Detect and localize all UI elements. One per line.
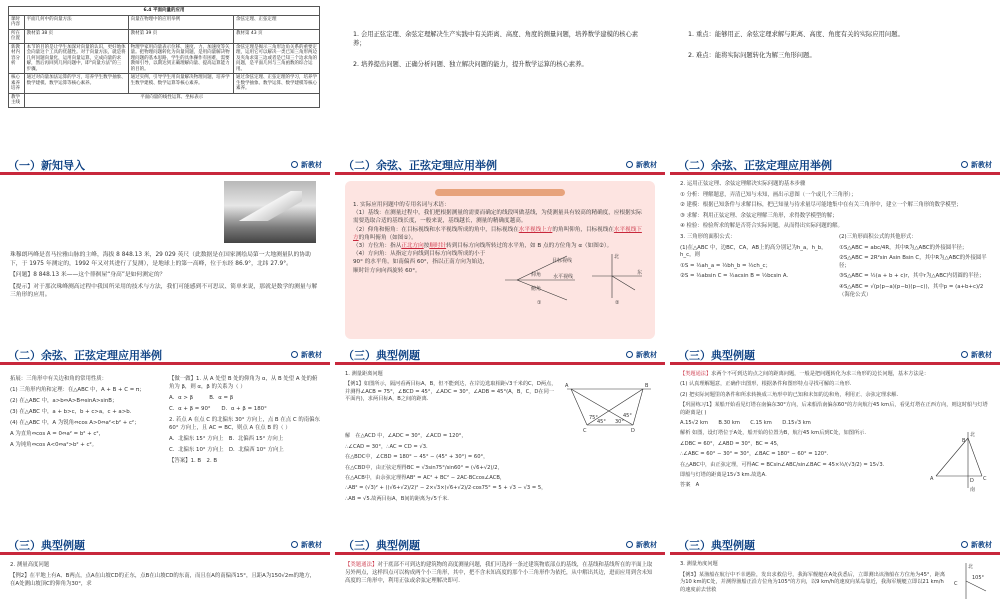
- term-elevation: （2）仰角和俯角：在目标视线和水平视线所成的角中，目标视线在水平视线上方的角叫仰角，目标视线在水平视线下方的角叫俯角（如图①）。: [353, 226, 642, 241]
- river-diagram: [563, 381, 655, 433]
- steps-title: 2. 运用正弦定理、余弦定理解决实际问题的基本步骤: [680, 181, 806, 187]
- slide-title: （三）典型例题: [8, 538, 85, 552]
- table-cell: 所在位置: [9, 29, 25, 43]
- table-cell: 核心素养培养: [9, 74, 25, 94]
- slide-header: [0, 537, 330, 555]
- analysis-line: ∴∠ABC = 60° − 30° = 30°，∠BAC = 180° − 60° = 120°.: [680, 451, 829, 458]
- logo-icon: [961, 161, 968, 168]
- everest-photo: [224, 181, 316, 243]
- analysis-line: 如图，设灯塔位于A处，船开始的位置为B，航行45 km后到C处，如图所示.: [692, 430, 866, 437]
- logo-icon: [291, 541, 298, 548]
- slide-header: [0, 157, 330, 175]
- logo-icon: [961, 541, 968, 548]
- list-item: (1) 三角形内角和定理：在△ABC 中，A + B + C = π；: [10, 387, 145, 393]
- slide-height-example[interactable]: [0, 537, 330, 600]
- list-item: 1. 会用正弦定理、余弦定理解决生产实践中有关距离、高度、角度的测量问题，培养数学建模的核心素养；: [353, 31, 639, 47]
- brand-logo: [291, 540, 322, 550]
- area-alt-title: (2)三角形面积公式的其他形式：: [839, 233, 917, 240]
- list-item: ② 建模：根据已知条件与求解目标，把已知量与待求量尽可能地集中在有关三角形中，建立一个解三角形的数学模型；: [680, 202, 962, 209]
- table-cell: 新教材内容分析: [9, 43, 25, 74]
- table-cell: 通过对向量加法运算的学习，培养学生数学抽象、数学建模、数学运算等核心素养。: [24, 74, 128, 94]
- slide-header: [335, 157, 665, 175]
- brand-logo: [961, 160, 992, 170]
- logo-text: 新教材: [636, 160, 657, 169]
- term-direction: （4）方向角：从指定方向线到目标方向线所成的小于 90° 的水平角，如南偏西 60°，指以正南方向为始边，顺时针方向向西旋转 60°。: [353, 251, 489, 274]
- solution-line: ∴AB = √5.故两目标A，B间的距离为√5千米.: [345, 495, 449, 502]
- slide-title: （二）余弦、正弦定理应用举例: [343, 158, 497, 172]
- example-text: 如图所示，隔河看两目标A，B，但不能到达，在岸边选取相距√3千米的C，D两点，并测得∠ACB = 75°，∠BCD = 45°，∠ADC = 30°，∠ADB = 45°(A，B，C，D在同一平面内)，求两目标A，B之间的距离.: [345, 381, 557, 403]
- table-cell: 教材第 43 页: [233, 29, 319, 43]
- example-text: 在平地上有A、B两点，点A在山坡CD的正东，点B在山坡CD的东南，而且在A的南偏西15°，且距A为150√2m的地方，在A处测山坡顶C的仰角为30°，求: [10, 573, 316, 587]
- exercise-item: 2. 若点 A 在点 C 的北偏东 30° 方向上，点 B 在点 C 的南偏东 60° 方向上，且 AC = BC，则点 A 在点 B 的（ ）: [169, 417, 320, 431]
- summary-text: 对于底部不可到达的建筑物的高度测量问题，我们可选择一条过建筑物底部点的基线，在基线和基线所在的平面上取另外两点，这样四点可以构成两个小三角形，其中，把不含未知高度的那个小三角形作为依托，从中解出其边，进而应用到含未知高度的三角形中，利用正弦或余弦定理解决即可.: [345, 562, 653, 584]
- objectives-list: [335, 0, 665, 111]
- answer-line: 答案 A: [680, 482, 700, 489]
- area-formula: ②S△ABC = 2R²sin Asin Bsin C，其中R为△ABC的外接圆半径；: [839, 255, 987, 269]
- table-row: [9, 43, 320, 74]
- table-row: [9, 93, 320, 107]
- slide-title: （二）余弦、正弦定理应用举例: [678, 158, 832, 172]
- terms-title: 1. 实际应用问题中的专用名词与术语：: [353, 202, 450, 208]
- slide-terms[interactable]: [335, 157, 665, 342]
- fig-label: ①: [537, 300, 542, 307]
- slide-title: （一）新知导入: [8, 158, 85, 172]
- properties-title: 拓展：三角形中有关边和角的常用性质：: [10, 376, 108, 382]
- analysis-line: ∠DBC = 60°，∠ABD = 30°，BC = 45，: [680, 440, 783, 447]
- fig-label: 东: [637, 270, 643, 277]
- table-cell: 本节的目的是让学生加深对向量的认识，更好地体会向量这个工具的优越性。对于向量方法，就是将几何问题向量化，运用向量运算，完成向量的求解，然后再回到几何问题中，即“向量方法”的三步骤。: [24, 43, 128, 74]
- example-label: 【例3】: [680, 571, 699, 578]
- list-item: 2. 培养提出问题、正确分析问题、独立解决问题的能力，提升数学运算的核心素养。: [353, 61, 588, 68]
- area-formula: ①S△ABC = abc/4R，其中R为△ABC的外接圆半径；: [839, 244, 968, 251]
- logo-text: 新教材: [971, 350, 992, 359]
- slide-angle-example[interactable]: [670, 537, 1000, 600]
- table-cell: 教学主线: [9, 93, 25, 107]
- intro-text: 珠穆朗玛峰是喜马拉雅山脉的主峰，海拔 8 848.13 米，29 029 英尺（此数据是在国家测绘局第一大地测量队的协助下，于 1975 年测定的，1992 年又对其进行了复测），是地球上的第一高峰，位于东经 86.9°，北纬 27.9°。: [10, 252, 311, 267]
- fig-label: 北: [970, 432, 976, 439]
- fig-label: 仰角: [531, 272, 542, 279]
- logo-text: 新教材: [971, 160, 992, 169]
- area-formula: ①S = ½ah_a = ½bh_b = ½ch_c；: [680, 262, 771, 269]
- section-title: 1. 测量距离问题: [345, 371, 383, 377]
- question-text: 8 848.13 米——这个徘徊屋“身高”是如何测定的？: [33, 272, 166, 278]
- example-text: 某渔船在航行中不幸遇险，发出求救信号，我海军舰艇在A处获悉后，立即测出该渔船在方位角为45°，距离为10 km的C处，并测得渔船正沿方位角为105°的方向，以9 km/h的速度向某岛靠近，我海军舰艇立即以21 km/h的速度前去营救: [680, 571, 946, 593]
- slide-header: [0, 347, 330, 365]
- list-item: A 为直角⇔cos A = 0⇔a² = b² + c²，: [10, 431, 104, 437]
- slide-intro[interactable]: [0, 157, 330, 342]
- brand-logo: [961, 350, 992, 360]
- slide-header: [670, 347, 1000, 365]
- fig-label: A: [930, 476, 934, 483]
- fig-label: 75°: [589, 415, 598, 422]
- key-points-list: [670, 0, 1000, 102]
- fig-label: 105°: [972, 575, 985, 581]
- summary-text: 求两个不可到达的点之间的距离问题，一般是把问题转化为求三角形的边长问题，基本方法是：: [711, 371, 930, 377]
- fig-label: 水平视线: [553, 274, 574, 281]
- area-formula: ④S△ABC = √(p(p−a)(p−b)(p−c))，其中p = (a+b+c)/2（海伦公式）: [839, 283, 984, 298]
- table-row: [9, 74, 320, 94]
- brand-logo: [626, 540, 657, 550]
- angle-diagram: [497, 250, 647, 306]
- table-cell: 平面几何中的向量方法: [24, 15, 128, 29]
- fig-label: 北: [968, 564, 974, 570]
- fig-label: 北: [614, 254, 620, 261]
- logo-text: 新教材: [636, 540, 657, 549]
- summary-label: 【类题通法】: [680, 371, 712, 377]
- table-cell: 余弦定理、正弦定理: [233, 15, 319, 29]
- logo-icon: [961, 351, 968, 358]
- slide-title: （三）典型例题: [678, 538, 755, 552]
- exercise-option: C．北偏东 10° 方向上 D．北偏西 10° 方向上: [169, 447, 284, 453]
- exercise-item: 1. 从 A 处望 B 处的仰角为 α，从 B 处望 A 处的俯角为 β，则 α，β 的关系为（ ）: [169, 376, 318, 390]
- slide-practice[interactable]: [670, 347, 1000, 532]
- summary-label: 【类题通法】: [345, 562, 378, 568]
- terms-box: [345, 181, 655, 339]
- lighthouse-diagram: [928, 430, 990, 492]
- fig-label: C: [983, 476, 987, 483]
- brand-logo: [626, 350, 657, 360]
- solution-line: 在△BDC中，∠CBD = 180° − 45° − (45° + 30°) = 60°，: [345, 454, 489, 461]
- slide-title: （三）典型例题: [343, 538, 420, 552]
- hint-label: 【提示】: [10, 283, 34, 290]
- logo-text: 新教材: [971, 540, 992, 549]
- practice-label: 【巩固练习1】: [680, 402, 715, 409]
- logo-icon: [626, 541, 633, 548]
- logo-text: 新教材: [636, 350, 657, 359]
- brand-logo: [291, 160, 322, 170]
- decor-pill: [435, 189, 565, 196]
- list-item: 2. 难点：能将实际问题转化为解三角形问题。: [688, 52, 816, 59]
- table-cell: 教材第 38 页: [24, 29, 128, 43]
- fig-label: C: [583, 428, 587, 434]
- table-cell: 物理学家用向量表示位移、速度、力、加速度等矢量。把物理问题转化为向量问题，是用向量解决物理问题的基本思路，学生的具体操作有困难，需要教师引导，以期达到正确理解向量、提高运算能力的目的。: [128, 43, 233, 74]
- practice-options: A.15√2 km B.30 km C.15 km D.15√3 km: [680, 420, 811, 427]
- exercise-option: A．北偏东 15° 方向上 B．北偏西 15° 方向上: [169, 436, 284, 442]
- table-cell: 教材第 39 页: [128, 29, 233, 43]
- solution-line: ∴AB² = (√3)² + ((√6+√2)/2)² − 2×√3×(√6+√2)/2·cos75° = 5 + √3 − √3 = 5，: [345, 485, 547, 492]
- logo-text: 新教材: [301, 540, 322, 549]
- list-item: (4) 在△ABC 中，A 为锐角⇔cos A>0⇔a²<b² + c²；: [10, 420, 140, 426]
- fig-label: 俯角: [531, 286, 542, 293]
- section-title: 2. 测量高度问题: [10, 562, 50, 568]
- list-item: ④ 检验：检验所求的解是否符合实际问题，从而得出实际问题的解。: [680, 223, 843, 230]
- list-item: ③ 求解：利用正弦定理、余弦定理解三角形，求得数学模型的解；: [680, 212, 838, 219]
- bearing-diagram: [950, 561, 990, 600]
- table-cell: 余弦定理是揭示三角形边角关系的重要定理，运用它可以解决一类已知三角形两边及夹角求第三边或者是已知三个边求角的问题，是平面几何与三角函数的综合运用。: [233, 43, 319, 74]
- slide-course-table[interactable]: [0, 0, 330, 152]
- fig-label: A: [565, 383, 569, 390]
- logo-text: 新教材: [301, 350, 322, 359]
- table-row: [9, 15, 320, 29]
- fig-label: 目标视线: [552, 258, 573, 265]
- slide-header: [670, 157, 1000, 175]
- list-item: 1. 重点：能够用正、余弦定理求解与距离、高度、角度有关的实际应用问题。: [688, 31, 904, 38]
- summary-point: (1) 认真理解题意，正确作出图形，根据条件和图形特点寻找可解的三角形.: [680, 381, 852, 388]
- list-item: A 为钝角⇔cos A<0⇔a²>b² + c²。: [10, 442, 98, 448]
- slide-title: （三）典型例题: [343, 348, 420, 362]
- analysis-line: 即船与灯塔的距离是15√3 km.故选A.: [680, 472, 767, 479]
- solution-line: 在△ACB中，由余弦定理得AB² = AC² + BC² − 2AC·BCcos∠ACB，: [345, 475, 506, 482]
- exercise-answer: 【答案】1. B 2. B: [169, 458, 218, 464]
- down-sight-line: [517, 280, 567, 300]
- slide-height-summary[interactable]: [335, 537, 665, 600]
- section-title: 3. 测量角度问题: [680, 561, 718, 567]
- solution-line: 解 在△ACD 中，∠ADC = 30°，∠ACD = 120°，: [345, 433, 467, 440]
- logo-icon: [291, 161, 298, 168]
- slide-title: （三）典型例题: [678, 348, 755, 362]
- fig-label: D: [631, 428, 635, 434]
- list-item: (2) 在△ABC 中，a>b⇔A>B⇔sinA>sinB；: [10, 398, 118, 404]
- exercise-label: 【做一做】: [169, 376, 196, 382]
- slide-objectives[interactable]: [335, 0, 665, 152]
- slide-example-distance[interactable]: [335, 347, 665, 532]
- slide-header: [335, 537, 665, 555]
- table-cell: 课时内容: [9, 15, 25, 29]
- brand-logo: [291, 350, 322, 360]
- logo-text: 新教材: [301, 160, 322, 169]
- fig-label: 45°: [623, 413, 632, 420]
- slide-steps[interactable]: [670, 157, 1000, 342]
- fig-label: 45°: [597, 419, 606, 426]
- analysis-label: 解析: [680, 430, 691, 437]
- example-label: 【例1】: [345, 381, 364, 388]
- logo-icon: [291, 351, 298, 358]
- area-title: 3. 三角形的面积公式：: [680, 233, 736, 240]
- area-formula: ③S△ABC = ½(a + b + c)r，其中r为△ABC内切圆的半径；: [839, 273, 985, 280]
- slide-properties[interactable]: [0, 347, 330, 532]
- term-azimuth: （3）方位角：指从正北方向按顺时针转到目标方向线所转过的水平角，如 B 点的方位角为 α（如图②）。: [353, 243, 613, 250]
- area-formula: (1)在△ABC 中，边BC，CA，AB上的高分别记为h_a，h_b，h_c，则: [680, 244, 827, 259]
- slide-title: （二）余弦、正弦定理应用举例: [8, 348, 162, 362]
- table-cell: 通过余弦定理、正弦定理的学习，培养学生数学抽象、数学运算、数学建模等核心素养。: [233, 74, 319, 94]
- fig-label: B: [962, 438, 966, 445]
- summary-point: (2) 把实际问题里的条件和所求转换成三角形中的已知和未知的边和角，利用正、余弦定理求解.: [680, 391, 899, 398]
- logo-icon: [626, 351, 633, 358]
- exercise-option: C．α + β = 90° D．α + β = 180°: [169, 406, 267, 412]
- fig-label: ②: [615, 300, 620, 307]
- area-formula: ②S = ½absin C = ½acsin B = ½bcsin A.: [680, 273, 789, 280]
- bearing-line: [612, 276, 635, 290]
- table-cell: 通过实例，引导学生用向量解决物理问题，培养学生数学建模、数学运算等核心素养。: [128, 74, 233, 94]
- brand-logo: [961, 540, 992, 550]
- question-label: 【问题】: [10, 272, 34, 278]
- hint-text: 对于那次珠峰测高过程中我国所采用的技术与方法，我们可能感到不可思议、简单来说，那就是数学的测量与解三角形的应用。: [10, 283, 318, 298]
- solution-line: 在△CBD中，由正弦定理得BC = √3sin75°/sin60° = (√6+√2)/2，: [345, 464, 503, 471]
- list-item: (3) 在△ABC 中，a + b>c，b + c>a，c + a>b.: [10, 409, 132, 415]
- logo-icon: [626, 161, 633, 168]
- table-title: 6.4 平面向量的应用: [9, 7, 320, 16]
- course-content-table: [8, 6, 320, 108]
- fig-label: C: [954, 581, 958, 587]
- list-item: ① 分析：理解题意，弄清已知与未知，画出示意图（一个或几个三角形）；: [680, 191, 857, 198]
- table-row: [9, 29, 320, 43]
- example-label: 【例2】: [10, 573, 30, 579]
- slide-header: [670, 537, 1000, 555]
- fig-label: 30°: [615, 419, 624, 426]
- table-cell: 平面向量的线性运算、坐标表示: [24, 93, 319, 107]
- fig-label: D: [970, 478, 974, 485]
- slide-header: [335, 347, 665, 365]
- solution-line: ∴∠CAD = 30°，∴AC = CD = √3.: [345, 443, 428, 450]
- practice-text: 某船开始看见灯塔在南偏东30°方向，后来船沿南偏东60°的方向航行45 km后，看见灯塔在正西方向，则这时船与灯塔的距离是( ): [680, 402, 988, 416]
- fig-label: 南: [970, 487, 976, 493]
- fig-label: B: [645, 383, 649, 390]
- analysis-line: 在△ABC中，由正弦定理，可得AC = BCsin∠ABC/sin∠BAC = 45×½/(√3/2) = 15√3.: [680, 461, 885, 468]
- brand-logo: [626, 160, 657, 170]
- exercise-option: A．α > β B．α = β: [169, 395, 234, 401]
- term-baseline: （1）基线：在测量过程中，我们把根据测量的需要而确定的线段叫做基线，为使测量具有较高的精确度，应根据实际需要选取合适的基线长度，一般来说，基线越长，测量的精确度越高。: [353, 210, 642, 225]
- slide-key-points[interactable]: [670, 0, 1000, 152]
- table-cell: 向量在物理中的应用举例: [128, 15, 233, 29]
